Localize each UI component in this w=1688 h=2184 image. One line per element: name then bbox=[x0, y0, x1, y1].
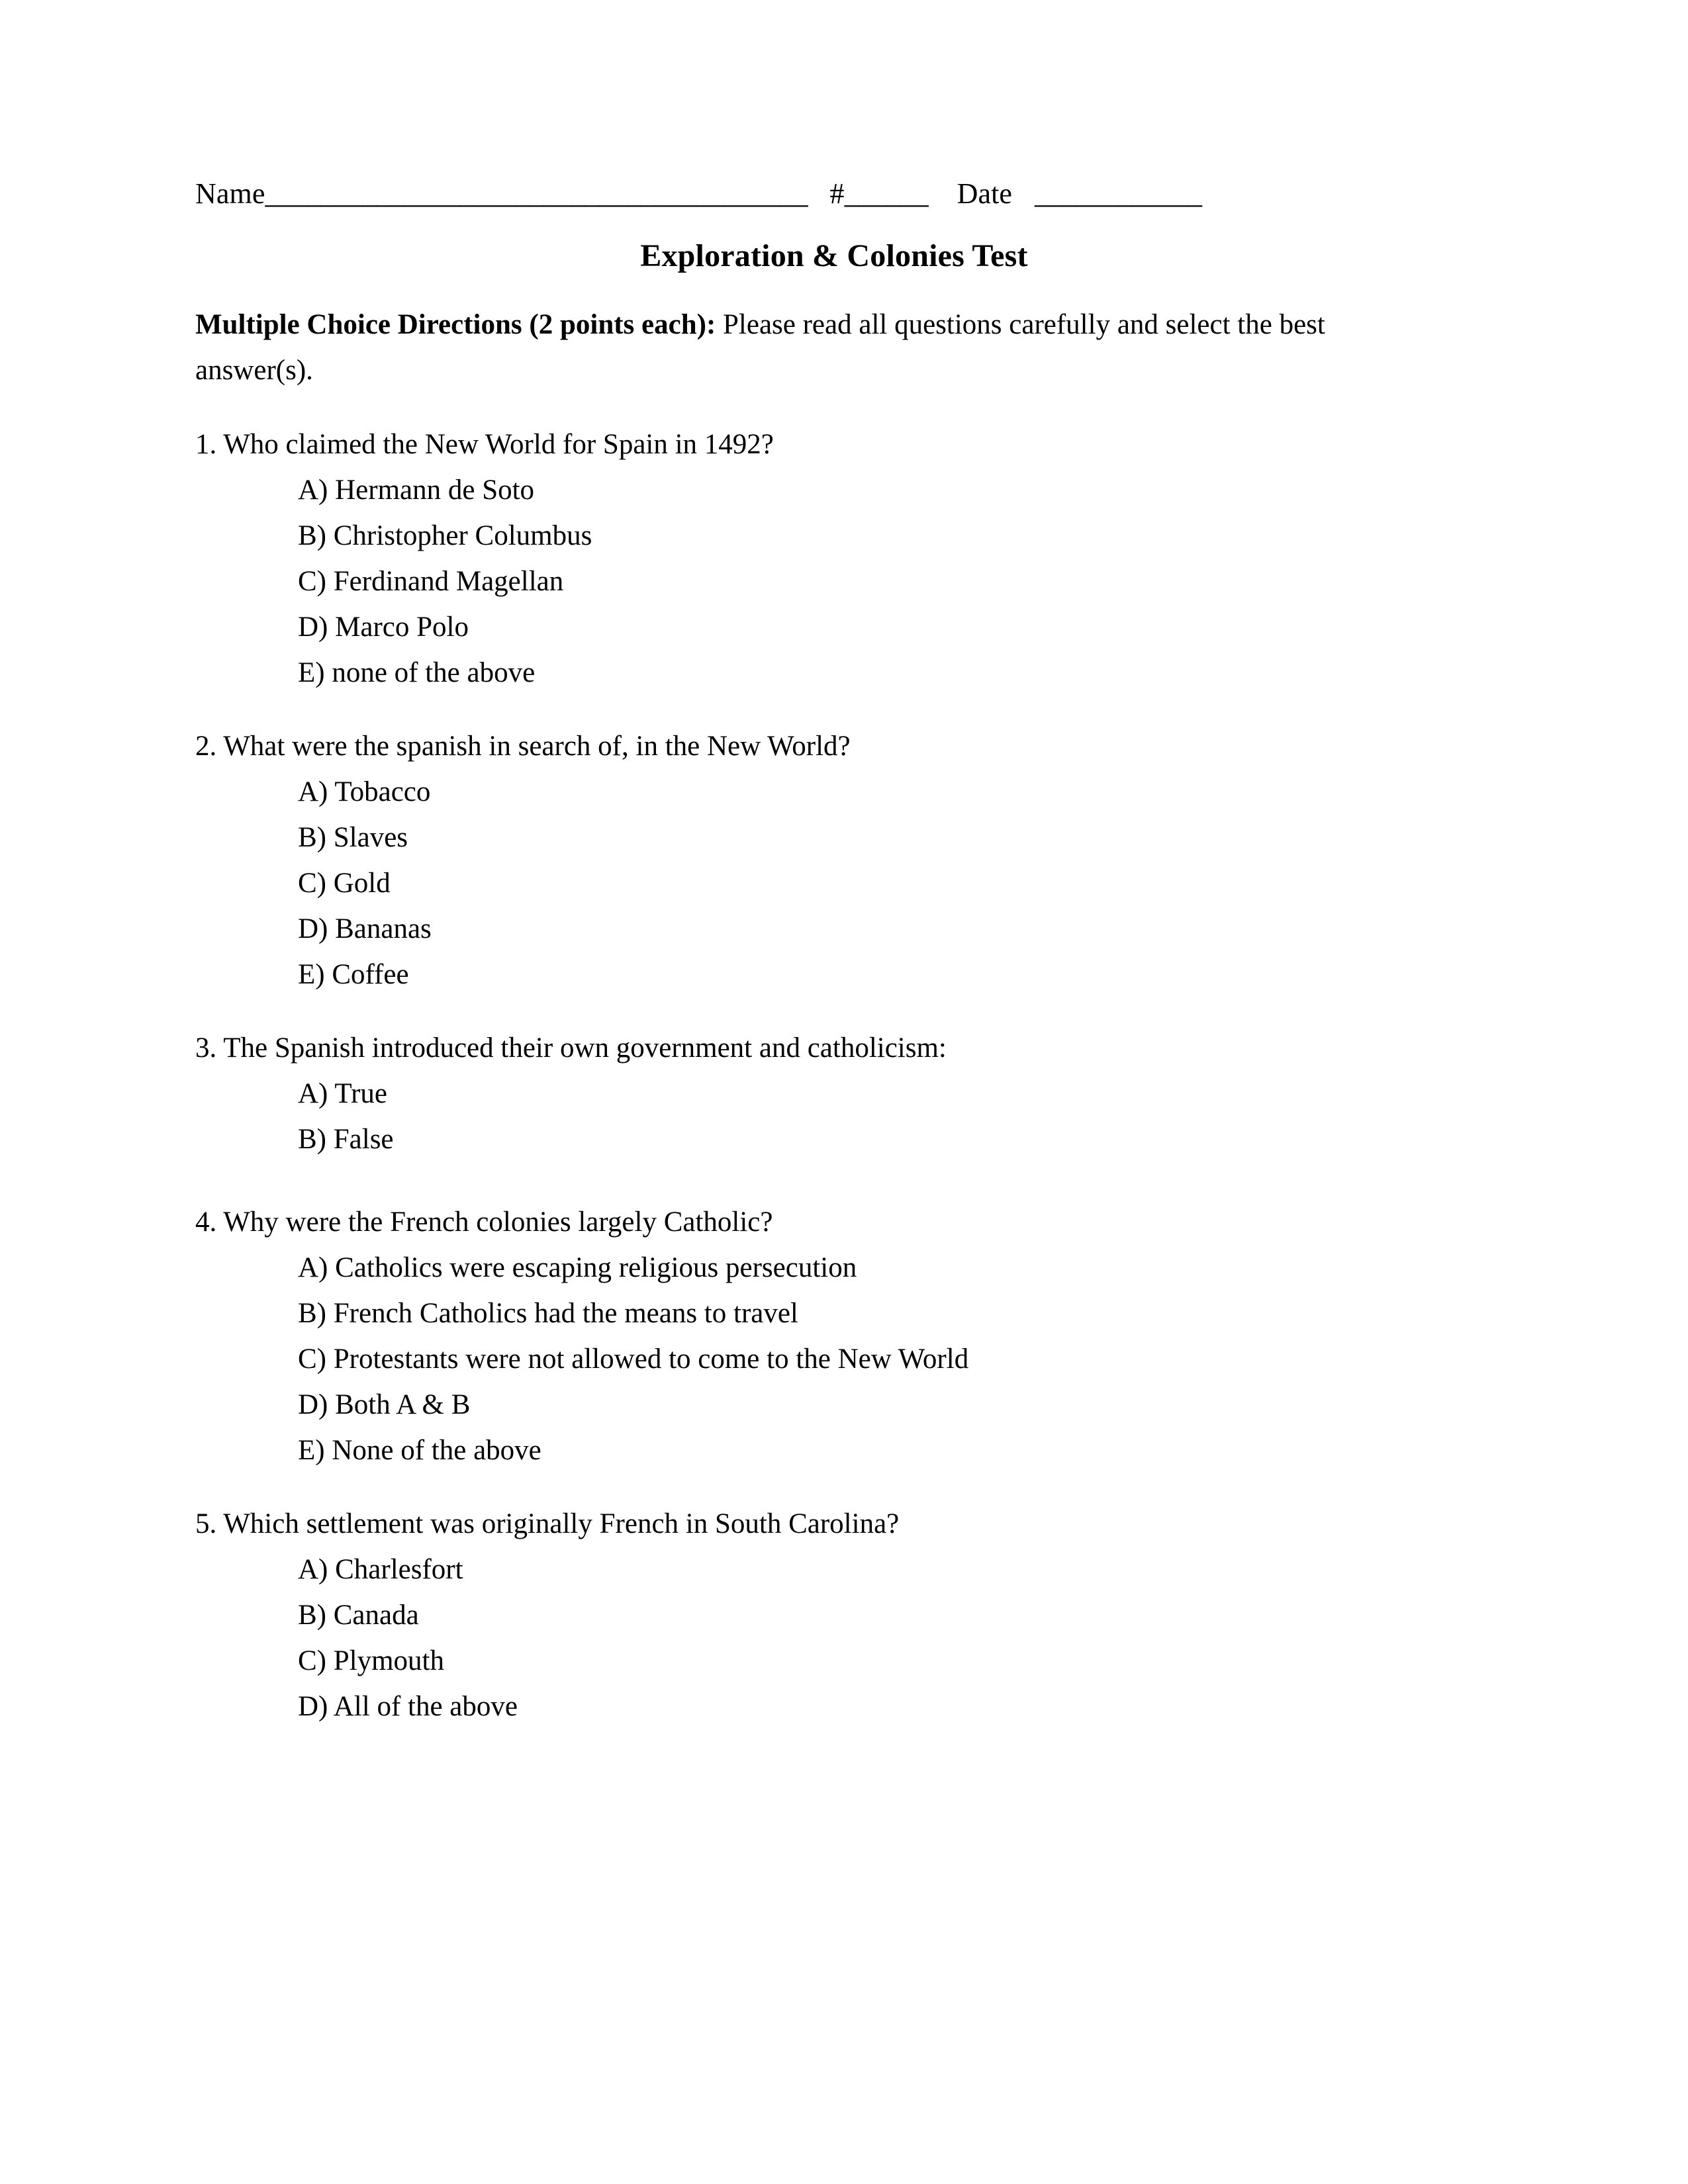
answer-option[interactable]: B) Slaves bbox=[298, 822, 408, 853]
answer-option[interactable]: B) Christopher Columbus bbox=[298, 520, 592, 551]
answer-option[interactable]: D) All of the above bbox=[298, 1691, 518, 1722]
answer-option[interactable]: E) none of the above bbox=[298, 657, 536, 688]
question-stem: 3. The Spanish introduced their own government and catholicism: bbox=[195, 1032, 947, 1064]
question-stem: 4. Why were the French colonies largely Catholic? bbox=[195, 1206, 773, 1238]
answer-option[interactable]: A) Tobacco bbox=[298, 776, 431, 807]
student-info-row bbox=[195, 173, 1493, 214]
answer-option[interactable]: B) French Catholics had the means to travel bbox=[298, 1298, 798, 1329]
answer-option[interactable]: C) Ferdinand Magellan bbox=[298, 566, 564, 597]
answer-option[interactable]: C) Protestants were not allowed to come to the New World bbox=[298, 1343, 969, 1375]
name-blank-line[interactable]: _______________________________________ bbox=[265, 177, 808, 210]
answer-option[interactable]: B) Canada bbox=[298, 1600, 419, 1631]
directions-body: Please read all questions carefully and select the best answer(s). bbox=[195, 309, 1325, 386]
number-label: # bbox=[829, 177, 845, 210]
answer-option-list bbox=[195, 1071, 1493, 1162]
date-label: Date bbox=[957, 177, 1013, 210]
answer-option[interactable]: D) Both A & B bbox=[298, 1389, 471, 1420]
answer-option[interactable]: A) Charlesfort bbox=[298, 1554, 463, 1585]
page-title: Exploration & Colonies Test bbox=[640, 238, 1028, 273]
question-stem: 1. Who claimed the New World for Spain in 1492? bbox=[195, 429, 774, 460]
directions-paragraph bbox=[195, 302, 1433, 393]
answer-option[interactable]: D) Bananas bbox=[298, 913, 432, 944]
answer-option[interactable]: A) True bbox=[298, 1078, 388, 1109]
number-blank-line[interactable]: ______ bbox=[844, 177, 928, 210]
answer-option-list bbox=[195, 1547, 1493, 1729]
answer-option[interactable]: C) Plymouth bbox=[298, 1645, 445, 1676]
answer-option-list bbox=[195, 769, 1493, 997]
answer-option-list bbox=[195, 1245, 1493, 1473]
question-block bbox=[195, 422, 1493, 696]
directions-lead-in: Multiple Choice Directions (2 points each): bbox=[195, 309, 716, 340]
answer-option[interactable]: A) Catholics were escaping religious persecution bbox=[298, 1252, 857, 1283]
question-stem: 2. What were the spanish in search of, in the New World? bbox=[195, 731, 851, 762]
answer-option[interactable]: E) Coffee bbox=[298, 959, 409, 990]
question-block bbox=[195, 1199, 1493, 1473]
document-content bbox=[195, 173, 1493, 1729]
question-block bbox=[195, 1025, 1493, 1162]
answer-option-list bbox=[195, 467, 1493, 696]
question-block bbox=[195, 723, 1493, 997]
question-stem: 5. Which settlement was originally French in South Carolina? bbox=[195, 1508, 900, 1539]
name-label: Name bbox=[195, 177, 265, 210]
question-block bbox=[195, 1501, 1493, 1729]
date-blank-line[interactable]: ____________ bbox=[1035, 177, 1202, 210]
answer-option[interactable]: D) Marco Polo bbox=[298, 612, 469, 643]
answer-option[interactable]: C) Gold bbox=[298, 868, 391, 899]
answer-option[interactable]: B) False bbox=[298, 1124, 394, 1155]
answer-option[interactable]: E) None of the above bbox=[298, 1435, 541, 1466]
answer-option[interactable]: A) Hermann de Soto bbox=[298, 475, 535, 506]
